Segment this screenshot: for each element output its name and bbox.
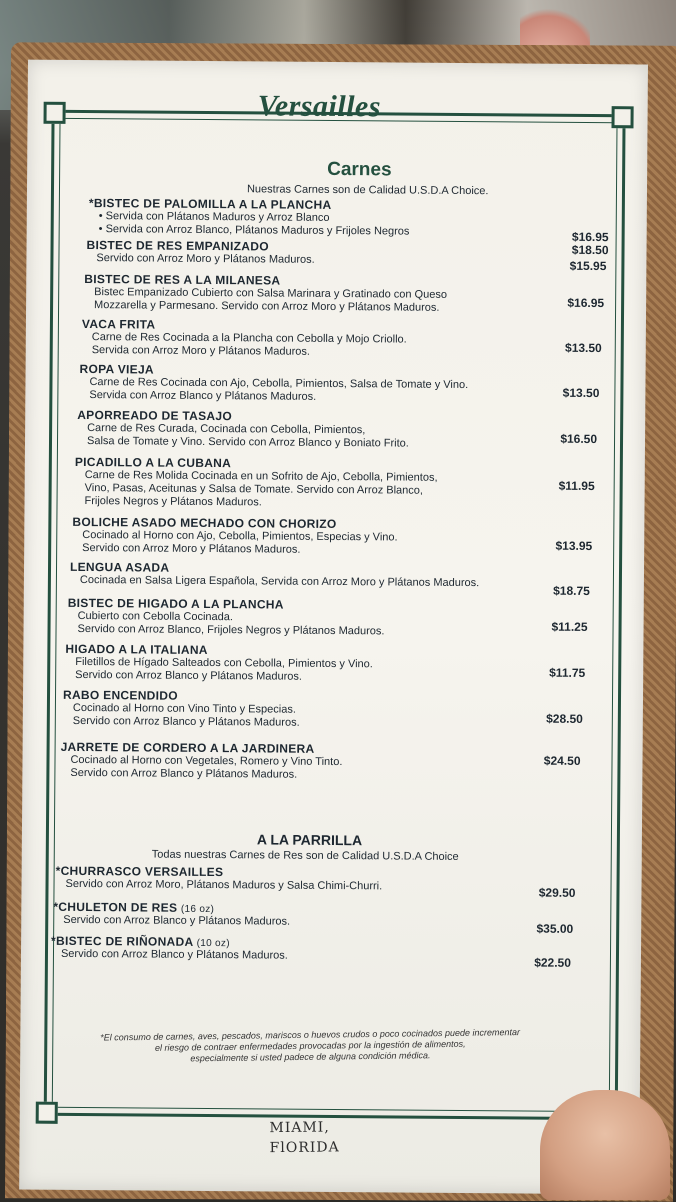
item-desc: Carne de Res Molida Cocinada en un Sofrito de Ajo, Cebolla, Pimientos, <box>84 469 438 484</box>
section-title-parrilla: A LA PARRILLA <box>256 831 363 849</box>
section-subtitle-carnes: Nuestras Carnes son de Calidad U.S.D.A Choice. <box>246 183 489 198</box>
menu-item <box>72 515 592 559</box>
item-price: $16.95 <box>571 229 609 245</box>
handwritten-note <box>269 1117 339 1158</box>
menu-item <box>74 455 594 512</box>
item-price: $13.95 <box>555 538 593 554</box>
item-desc: Servido con Arroz Blanco y Plátanos Maduros. <box>63 913 291 928</box>
item-price: $13.50 <box>562 385 600 401</box>
item-name: ROPA VIEJA <box>79 361 154 377</box>
item-desc: Cocinado al Horno con Vegetales, Romero y Vino Tinto. <box>70 753 343 769</box>
item-size: (16 oz) <box>180 903 215 916</box>
item-desc: Servido con Arroz Blanco y Plátanos Maduros. <box>75 668 303 683</box>
item-price: $16.95 <box>567 295 605 311</box>
item-price: $16.50 <box>560 431 598 447</box>
item-price: $28.50 <box>546 711 583 726</box>
menu-item <box>65 642 585 686</box>
menu-item <box>55 863 576 900</box>
footnote-line: el riesgo de contraer enfermedades provocadas por la ingestión de alimentos, <box>154 1038 466 1053</box>
item-desc: • Servida con Arroz Blanco, Plátanos Maduros y Frijoles Negros <box>98 223 410 238</box>
handwriting-line: FlORIDA <box>269 1139 340 1157</box>
item-name-text: *CHULETON DE RES <box>53 899 178 915</box>
menu-item <box>77 408 597 452</box>
item-desc: Servida con Arroz Blanco y Plátanos Maduros. <box>89 389 317 403</box>
handwriting-line: MIAMI, <box>269 1119 330 1137</box>
item-name-text: *BISTEC DE RIÑONADA <box>51 933 194 949</box>
item-name: *BISTEC DE PALOMILLA A LA PLANCHA <box>88 196 332 212</box>
item-name: RABO ENCENDIDO <box>62 687 178 703</box>
item-desc: Servido con Arroz Moro, Plátanos Maduros y Salsa Chimi-Churri. <box>65 877 383 893</box>
item-desc: Servida con Arroz Moro y Plátanos Maduros. <box>91 344 311 358</box>
item-size: (10 oz) <box>196 937 230 950</box>
menu-item <box>79 362 599 406</box>
item-desc: Servido con Arroz Blanco y Plátanos Maduros. <box>60 947 288 962</box>
menu-item <box>82 317 602 361</box>
item-name: HIGADO A LA ITALIANA <box>65 641 208 657</box>
thumb <box>540 1090 670 1200</box>
corner-ornament <box>44 102 66 124</box>
section-title-carnes: Carnes <box>327 158 392 181</box>
menu-item <box>84 272 604 316</box>
item-price: $18.75 <box>553 583 590 598</box>
item-name: BISTEC DE RES EMPANIZADO <box>86 238 269 254</box>
corner-ornament <box>36 1102 58 1124</box>
footnote-line: *El consumo de carnes, aves, pescados, mariscos o huevos crudos o poco cocinados puede incrementar <box>100 1027 521 1043</box>
item-name: BISTEC DE RES A LA MILANESA <box>84 272 281 288</box>
item-price: $11.95 <box>558 478 595 494</box>
menu-item <box>69 559 590 598</box>
item-desc: Servido con Arroz Moro y Plátanos Maduros. <box>82 542 301 556</box>
item-price: $29.50 <box>538 885 576 900</box>
item-desc: Mozzarella y Parmesano. Servido con Arroz Moro y Plátanos Maduros. <box>94 299 440 314</box>
item-desc: Filetillos de Hígado Salteados con Cebolla, Pimientos y Vino. <box>75 655 373 671</box>
item-desc: Cubierto con Cebolla Cocinada. <box>77 609 234 624</box>
item-desc: Carne de Res Curada, Cocinada con Cebolla, Pimientos, <box>87 422 366 437</box>
section-subtitle-parrilla: Todas nuestras Carnes de Res son de Calidad U.S.D.A Choice <box>151 848 459 863</box>
item-price: $22.50 <box>534 955 571 970</box>
menu-item <box>67 596 587 640</box>
item-desc: Servido con Arroz Moro y Plátanos Maduros. <box>96 252 315 266</box>
item-price: $35.00 <box>536 921 574 936</box>
item-price: $13.50 <box>565 340 602 356</box>
item-desc: Servido con Arroz Blanco y Plátanos Maduros. <box>70 766 298 781</box>
menu-item <box>63 688 583 732</box>
item-name: APORREADO DE TASAJO <box>77 407 233 424</box>
item-name: BOLICHE ASADO MECHADO CON CHORIZO <box>72 514 337 532</box>
item-desc: Carne de Res Cocinada a la Plancha con Cebolla y Mojo Criollo. <box>91 331 407 346</box>
brand-logo: Versailles <box>257 89 382 124</box>
item-name: *CHURRASCO VERSAILLES <box>55 863 224 880</box>
footnote-line: especialmente si usted padece de alguna condición médica. <box>190 1050 431 1064</box>
disclaimer-note <box>60 1027 560 1067</box>
item-desc: Cocinada en Salsa Ligera Española, Servida con Arroz Moro y Plátanos Maduros. <box>79 573 480 590</box>
item-name: VACA FRITA <box>81 316 156 332</box>
item-desc: Servido con Arroz Blanco, Frijoles Negros y Plátanos Maduros. <box>77 622 385 638</box>
menu-page <box>19 60 648 1195</box>
item-desc: • Servida con Plátanos Maduros y Arroz Blanco <box>98 210 330 224</box>
item-desc: Frijoles Negros y Plátanos Maduros. <box>84 495 262 509</box>
item-price: $11.25 <box>551 619 588 634</box>
item-desc: Carne de Res Cocinada con Ajo, Cebolla, Pimientos, Salsa de Tomate y Vino. <box>89 376 469 392</box>
menu-item <box>86 238 607 274</box>
menu-item <box>51 933 571 970</box>
menu-item <box>60 740 580 784</box>
item-price: $18.50 <box>571 242 609 258</box>
menu-item <box>53 899 574 936</box>
item-name: JARRETE DE CORDERO A LA JARDINERA <box>60 739 315 756</box>
item-name: LENGUA ASADA <box>69 559 170 575</box>
item-desc: Salsa de Tomate y Vino. Servido con Arroz Blanco y Boniato Frito. <box>86 435 409 450</box>
item-desc: Cocinado al Horno con Vino Tinto y Especias. <box>72 701 296 716</box>
item-name: BISTEC DE HIGADO A LA PLANCHA <box>67 595 284 612</box>
item-desc: Bistec Empanizado Cubierto con Salsa Marinara y Gratinado con Queso <box>94 286 448 301</box>
corner-ornament <box>611 106 633 128</box>
item-price: $24.50 <box>543 753 581 768</box>
item-name: PICADILLO A LA CUBANA <box>74 454 232 471</box>
item-price: $15.95 <box>569 258 607 274</box>
item-desc: Cocinado al Horno con Ajo, Cebolla, Pimientos, Especias y Vino. <box>82 529 398 544</box>
item-desc: Servido con Arroz Blanco y Plátanos Maduros. <box>72 714 300 729</box>
item-desc: Vino, Pasas, Aceitunas y Salsa de Tomate. Servido con Arroz Blanco, <box>84 482 424 497</box>
item-price: $11.75 <box>549 665 586 680</box>
